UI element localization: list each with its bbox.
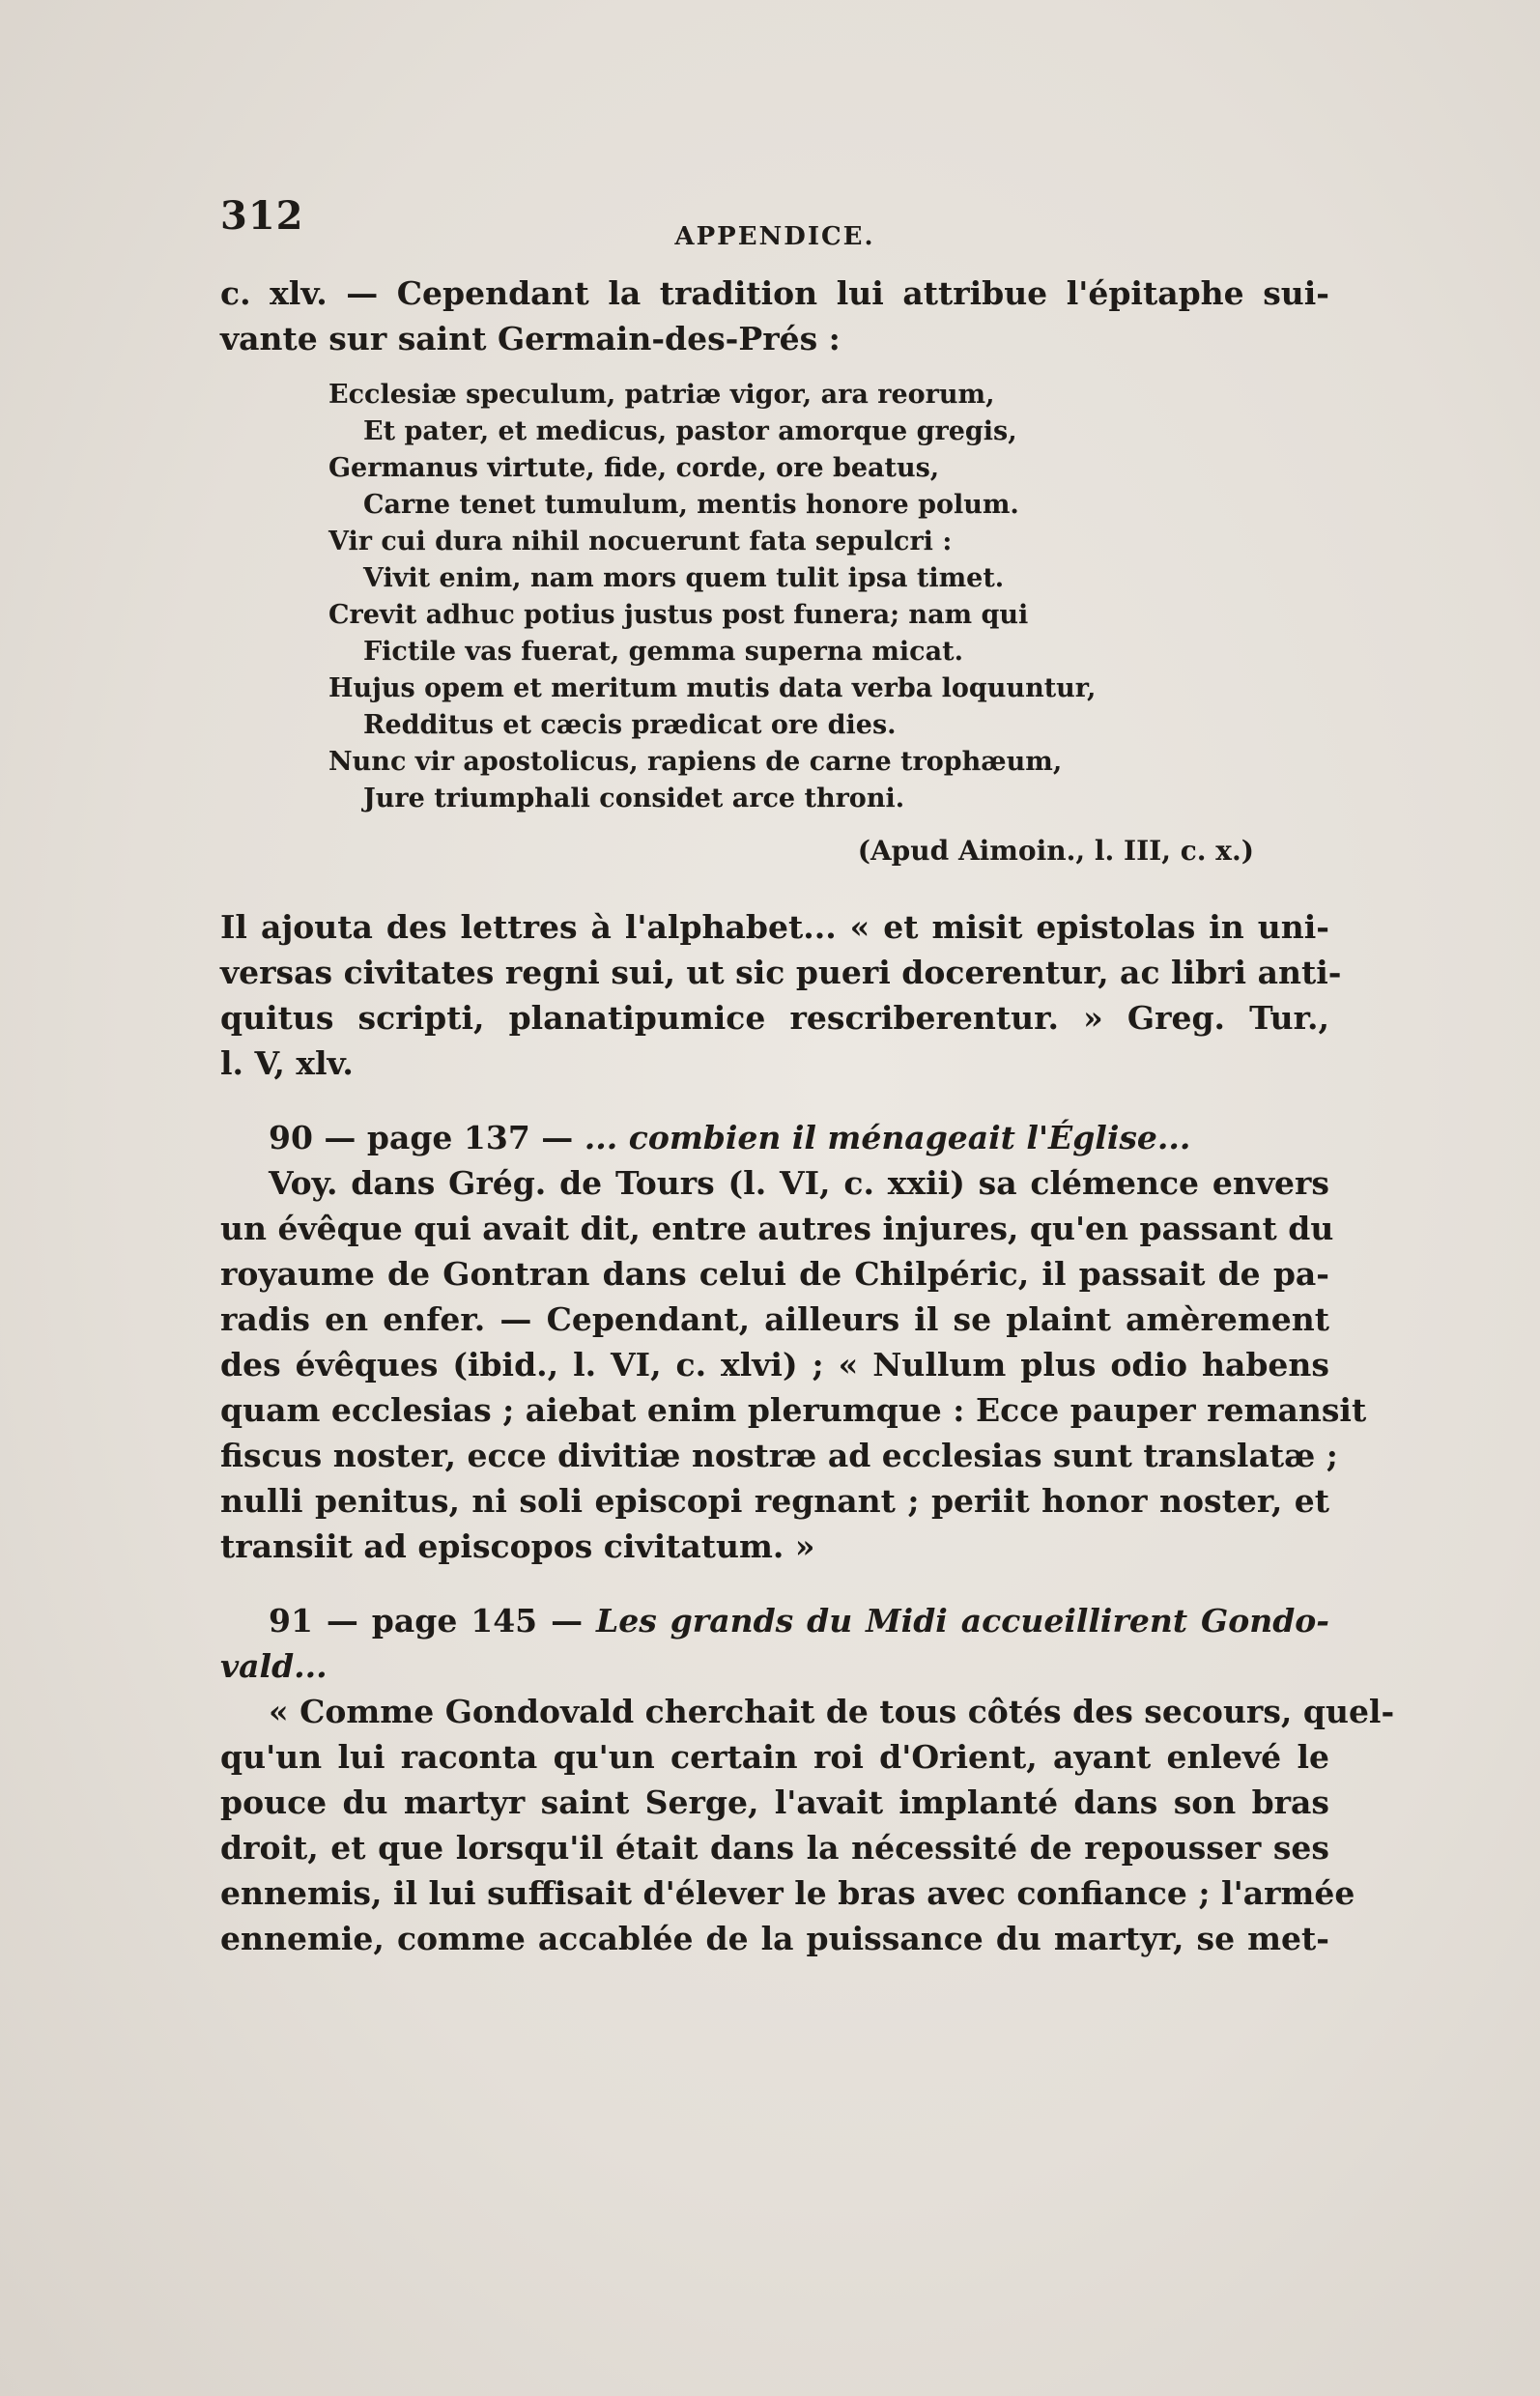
text-line: ennemis, il lui suffisait d'élever le bras avec confiance ; l'armée [220, 1874, 1355, 1912]
poem-line: Carne tenet tumulum, mentis honore polum. [363, 490, 1019, 520]
text-line: versas civitates regni sui, ut sic pueri docerentur, ac libri anti- [220, 954, 1342, 991]
text-line: ennemie, comme accablée de la puissance du martyr, se met- [220, 1920, 1329, 1957]
poem-line: Crevit adhuc potius justus post funera; nam qui [328, 600, 1029, 630]
poem-line: Vir cui dura nihil nocuerunt fata sepulcri : [328, 527, 953, 556]
book-page [220, 193, 1395, 1961]
poem-line: Vivit enim, nam mors quem tulit ipsa timet. [363, 563, 1005, 593]
alphabet-paragraph [220, 904, 1342, 1086]
note-heading [220, 1598, 1329, 1643]
text-line: vante sur saint Germain-des-Prés : [220, 320, 841, 357]
text-line: l. V, xlv. [220, 1044, 354, 1082]
text-line: des évêques (ibid., l. VI, c. xlvi) ; « Nullum plus odio habens [220, 1346, 1329, 1383]
text-line: radis en enfer. — Cependant, ailleurs il se plaint amèrement [220, 1300, 1329, 1338]
poem-line: Et pater, et medicus, pastor amorque gregis, [363, 416, 1017, 446]
intro-paragraph [220, 271, 1329, 361]
note-heading-quote: ... combien il ménageait l'Église... [584, 1119, 1191, 1156]
text-line: Il ajouta des lettres à l'alphabet... « et misit epistolas in uni- [220, 908, 1329, 946]
poem-line: Hujus opem et meritum mutis data verba loquuntur, [328, 673, 1097, 703]
text-line: quam ecclesias ; aiebat enim plerumque : Ecce pauper remansit [220, 1391, 1367, 1429]
note-heading-ref: 91 — page 145 — [269, 1602, 597, 1640]
poem-citation: (Apud Aimoin., l. III, c. x.) [857, 835, 1254, 867]
text-line: c. xlv. — Cependant la tradition lui attribue l'épitaphe sui- [220, 274, 1329, 312]
poem-line: Germanus virtute, fide, corde, ore beatus, [328, 453, 940, 483]
note-90 [220, 1115, 1367, 1569]
poem-line: Redditus et cæcis prædicat ore dies. [363, 710, 897, 740]
poem-line: Jure triumphali considet arce throni. [363, 784, 905, 813]
note-heading-quote: Les grands du Midi accueillirent Gondo- [596, 1602, 1329, 1640]
text-line: fiscus noster, ecce divitiæ nostræ ad ecclesias sunt translatæ ; [220, 1437, 1338, 1474]
text-line: nulli penitus, ni soli episcopi regnant ; periit honor noster, et [220, 1482, 1329, 1520]
epitaph-poem [220, 377, 1329, 817]
text-line: « Comme Gondovald cherchait de tous côtés des secours, quel- [269, 1693, 1395, 1730]
running-head [220, 193, 1329, 271]
note-heading-ref: 90 — page 137 — [269, 1119, 585, 1156]
text-line: pouce du martyr saint Serge, l'avait implanté dans son bras [220, 1783, 1329, 1821]
note-heading-quote-cont: vald... [220, 1647, 328, 1685]
text-line: qu'un lui raconta qu'un certain roi d'Orient, ayant enlevé le [220, 1738, 1329, 1776]
poem-line: Ecclesiæ speculum, patriæ vigor, ara reorum, [328, 380, 995, 410]
poem-line: Nunc vir apostolicus, rapiens de carne trophæum, [328, 747, 1063, 777]
note-91 [220, 1598, 1395, 1961]
text-line: droit, et que lorsqu'il était dans la nécessité de repousser ses [220, 1829, 1329, 1867]
page-number: 312 [220, 193, 304, 239]
note-heading [220, 1115, 1329, 1160]
text-line: un évêque qui avait dit, entre autres injures, qu'en passant du [220, 1210, 1334, 1247]
text-line: royaume de Gontran dans celui de Chilpéric, il passait de pa- [220, 1255, 1329, 1293]
text-line: quitus scripti, planatipumice rescriberentur. » Greg. Tur., [220, 999, 1329, 1037]
note-heading-cont [220, 1643, 1329, 1689]
poem-line: Fictile vas fuerat, gemma superna micat. [363, 637, 963, 667]
text-line: transiit ad episcopos civitatum. » [220, 1527, 815, 1565]
text-line: Voy. dans Grég. de Tours (l. VI, c. xxii) sa clémence envers [269, 1164, 1329, 1202]
running-title: APPENDICE. [674, 222, 875, 251]
